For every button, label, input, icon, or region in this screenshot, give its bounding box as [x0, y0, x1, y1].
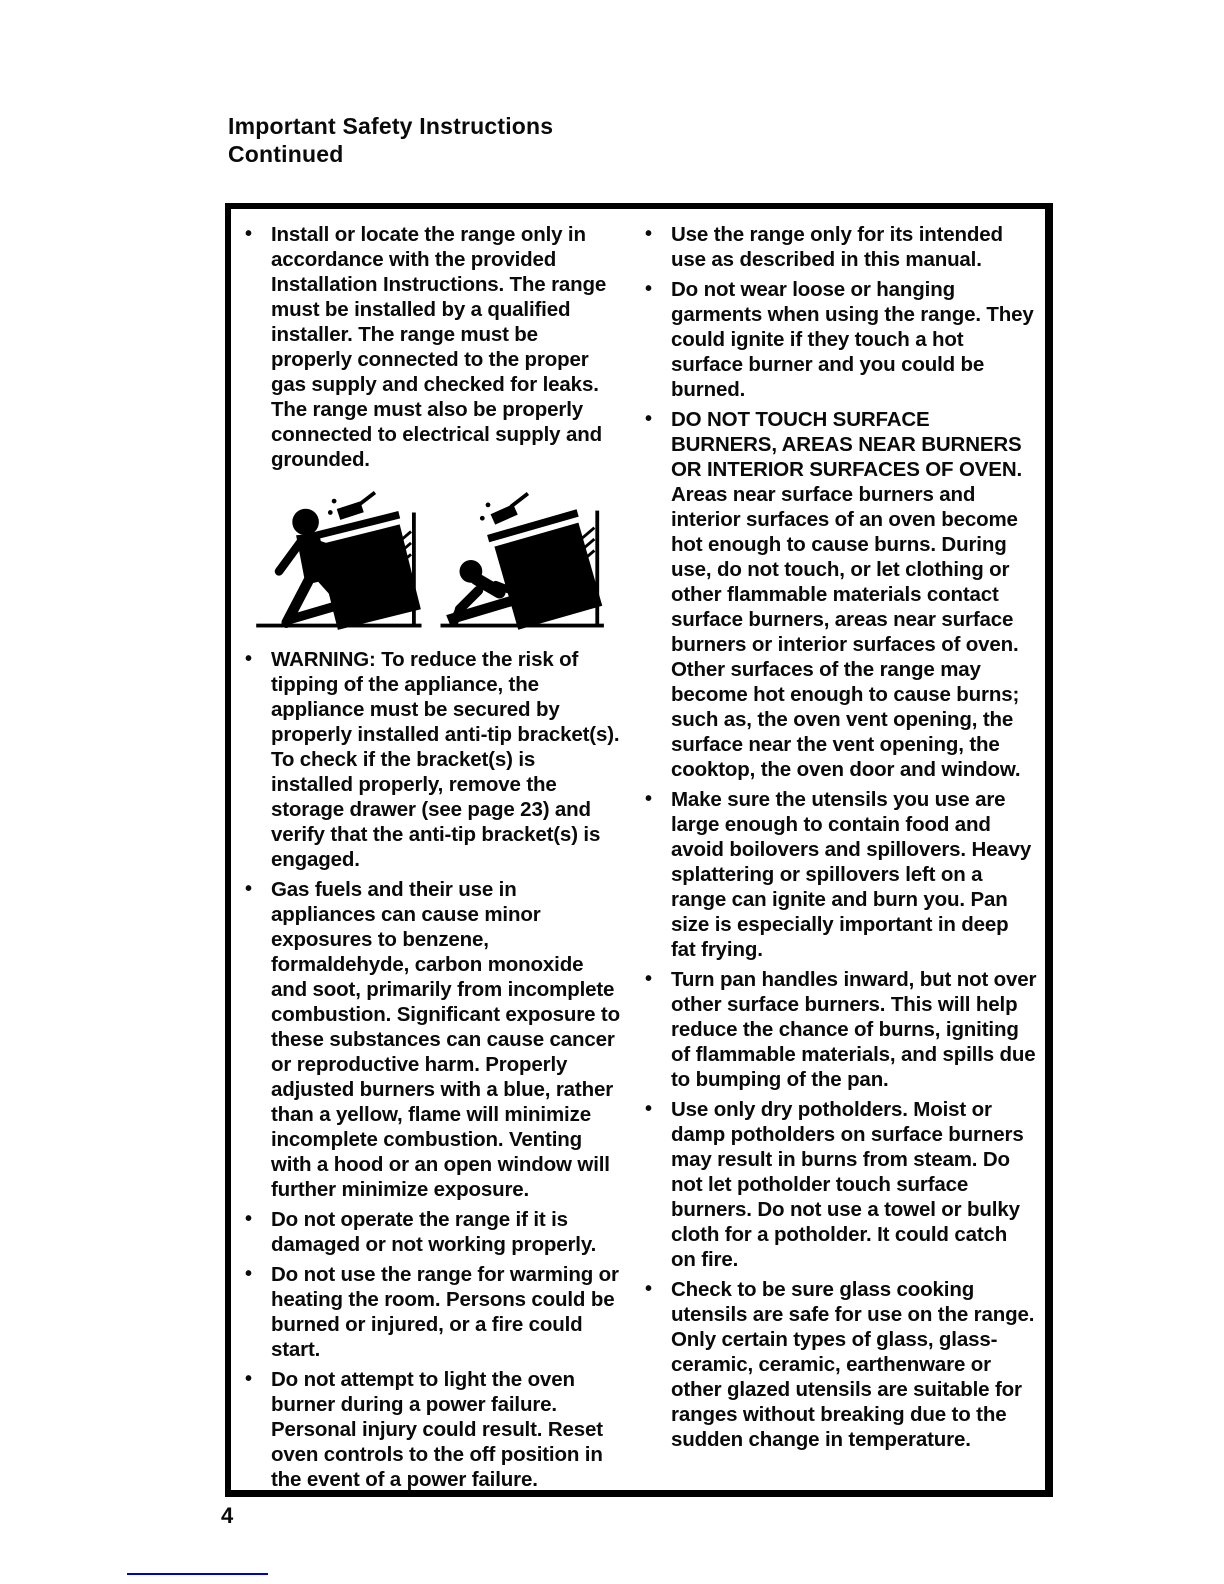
wall-line [595, 511, 599, 626]
bullet-icon: • [245, 1263, 253, 1285]
bullet-text: Do not wear loose or hanging garments when using the range. They could ignite if they touch a hot surface burner and you could be burned. [671, 278, 1034, 401]
spilling-pot-icon [480, 494, 528, 525]
anti-tip-pictogram-svg [249, 484, 613, 636]
bullet-icon: • [645, 1278, 653, 1300]
bullet-icon: • [245, 1368, 253, 1390]
bullet-text: Use only dry potholders. Moist or damp potholders on surface burners may result in burns from steam. Do not let potholder touch surface burners. Do not use a towel or bulky cloth for a potholder. It could catch on fire. [671, 1098, 1024, 1271]
bullet-icon: • [645, 408, 653, 430]
bullet-text: Turn pan handles inward, but not over other surface burners. This will help reduce the chance of burns, igniting of flammable materials, and spills due to bumping of the pan. [671, 968, 1037, 1091]
right-column [645, 222, 1037, 1482]
page-title [228, 112, 553, 168]
list-item [245, 222, 621, 472]
left-column [245, 222, 621, 1491]
list-item [245, 1207, 621, 1257]
bullet-icon: • [645, 788, 653, 810]
bullet-text: Use the range only for its intended use as described in this manual. [671, 223, 1003, 271]
spilling-pot-icon [328, 493, 375, 520]
bullet-text: Gas fuels and their use in appliances can cause minor exposures to benzene, formaldehyde, carbon monoxide and soot, primarily from incomplete combustion. Significant exposure to these substances can cause cancer or reproductive harm. Properly adjusted burners with a blue, rather than a yellow, flame will minimize incomplete combustion. Venting with a hood or an open window will further minimize exposure. [271, 878, 620, 1201]
tipping-range-icon [487, 509, 604, 631]
list-item [645, 1277, 1037, 1452]
list-item [645, 277, 1037, 402]
list-item [645, 967, 1037, 1092]
bullet-icon: • [645, 968, 653, 990]
bullet-text: Make sure the utensils you use are large enough to contain food and avoid boilovers and spillovers. Heavy splattering or spillovers left on a range can ignite and burn you. Pan size is especially important in deep fat frying. [671, 788, 1032, 961]
bullet-text: Do not operate the range if it is damaged or not working properly. [271, 1208, 597, 1256]
list-item [645, 787, 1037, 962]
bullet-icon: • [645, 1098, 653, 1120]
page-title-line1: Important Safety Instructions [228, 113, 554, 139]
safety-instructions-box [225, 203, 1053, 1497]
list-item [645, 1097, 1037, 1272]
footer-rule [127, 1573, 268, 1575]
bullet-icon: • [245, 648, 253, 670]
bullet-text: Install or locate the range only in accordance with the provided Installation Instructions. The range must be installed by a qualified installer. The range must be properly connected to the proper gas supply and checked for leaks. The range must also be properly connected to electrical supply and grounded. [271, 223, 607, 471]
page-number: 4 [221, 1503, 234, 1528]
list-item [245, 1262, 621, 1362]
list-item [245, 647, 621, 872]
bullet-icon: • [245, 223, 253, 245]
bullet-text: WARNING: To reduce the risk of tipping of the appliance, the appliance must be secured by properly installed anti-tip bracket(s). To check if the bracket(s) is installed properly, remove the storage drawer (see page 23) and verify that the anti-tip bracket(s) is engaged. [271, 648, 620, 871]
list-item [645, 222, 1037, 272]
bullet-icon: • [645, 278, 653, 300]
bullet-text: Check to be sure glass cooking utensils are safe for use on the range. Only certain types of glass, glass-ceramic, ceramic, earthenware or other glazed utensils are suitable for ranges without breaking due to the sudden change in temperature. [671, 1278, 1035, 1451]
list-item [245, 877, 621, 1202]
anti-tip-pictogram [249, 484, 613, 636]
page-title-line2: Continued [228, 141, 344, 167]
list-item [645, 407, 1037, 782]
list-item [245, 1367, 621, 1492]
bullet-icon: • [245, 878, 253, 900]
bullet-icon: • [645, 223, 653, 245]
bullet-text: DO NOT TOUCH SURFACE BURNERS, AREAS NEAR BURNERS OR INTERIOR SURFACES OF OVEN. Areas near surface burners and interior surfaces of an oven become hot enough to cause burns. During use, do not touch, or let clothing or other flammable materials contact surface burners, areas near surface burners or interior surfaces of oven. Other surfaces of the range may become hot enough to cause burns; such as, the oven vent opening, the surface near the vent opening, the cooktop, the oven door and window. [671, 408, 1023, 781]
bullet-text: Do not use the range for warming or heating the room. Persons could be burned or injured, or a fire could start. [271, 1263, 619, 1361]
bullet-text: Do not attempt to light the oven burner during a power failure. Personal injury could result. Reset oven controls to the off position in the event of a power failure. [271, 1368, 603, 1491]
bullet-icon: • [245, 1208, 253, 1230]
